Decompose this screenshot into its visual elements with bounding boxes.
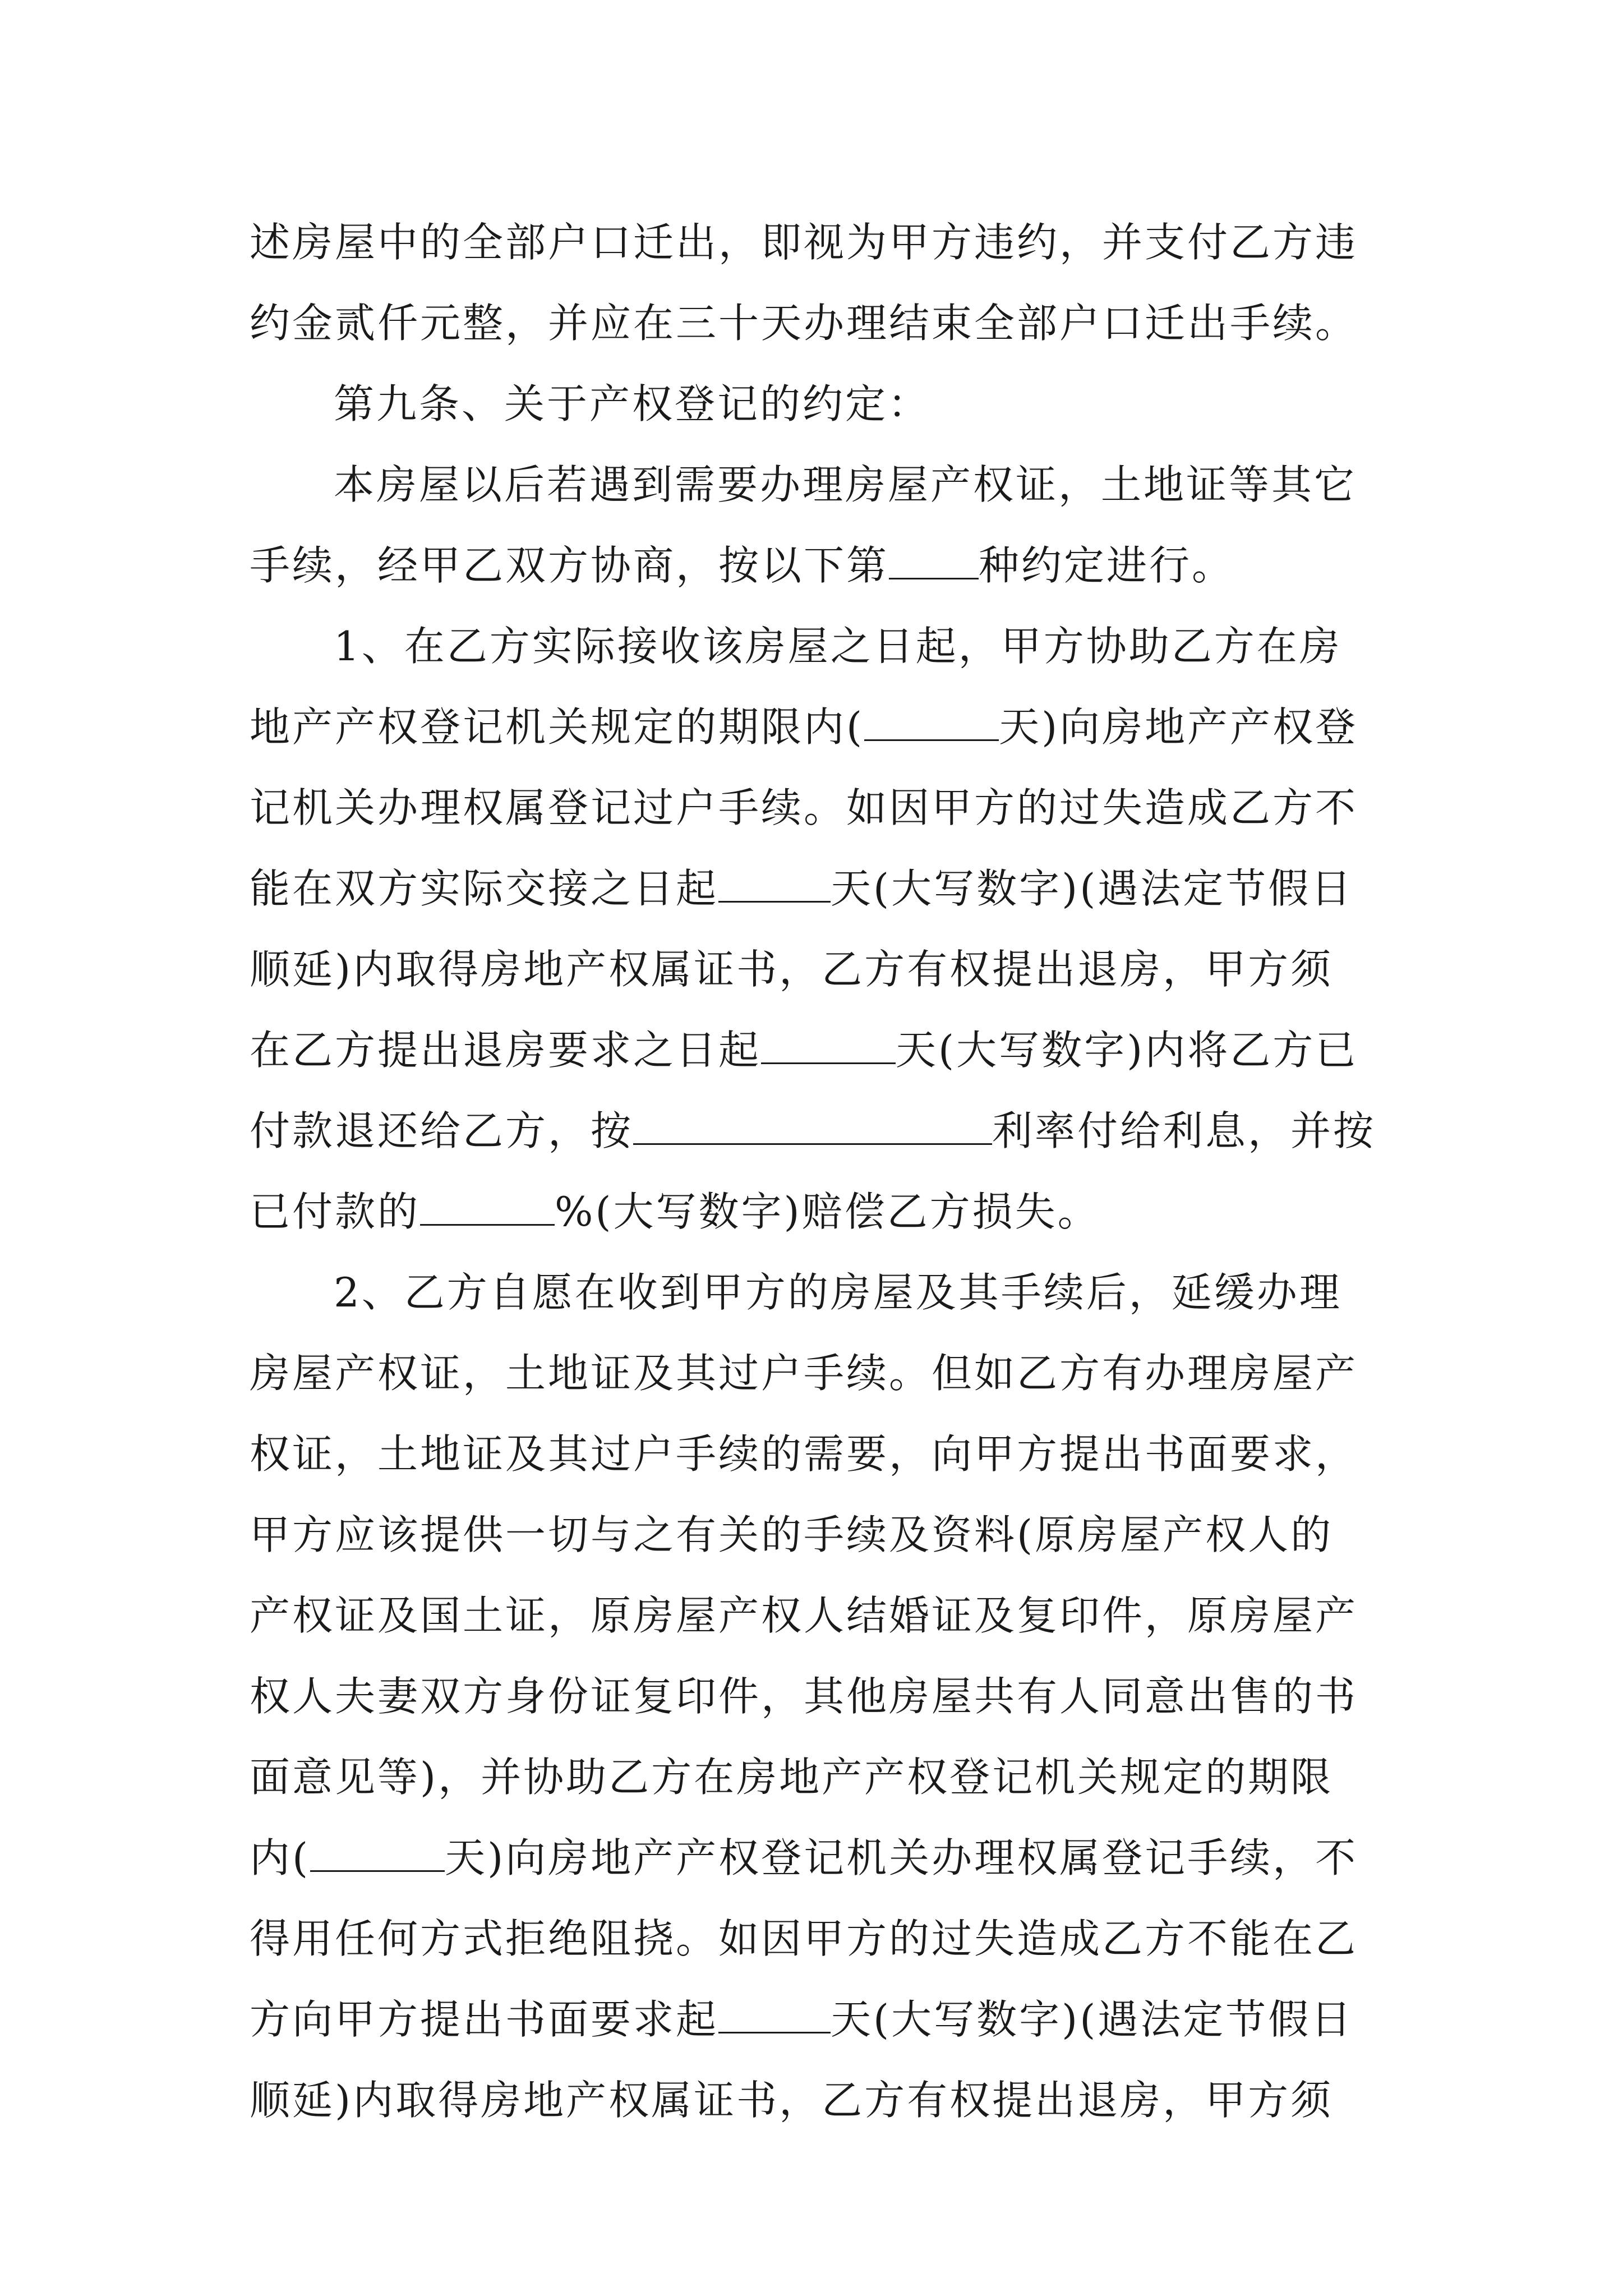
- text-segment: 已付款的: [250, 1188, 421, 1235]
- text-segment: 手续，经甲乙双方协商，按以下第: [250, 542, 889, 589]
- text-segment: 顺延)内取得房地产权属证书，乙方有权提出退房，甲方须: [250, 2077, 1334, 2124]
- text-line: [250, 1575, 1388, 1656]
- contract-body-text: [250, 202, 1388, 2141]
- text-segment: 述房屋中的全部户口迁出，即视为甲方违约，并支付乙方违: [250, 219, 1358, 266]
- text-line: [250, 687, 1388, 767]
- text-segment: 天)向房地产产权登: [999, 703, 1358, 751]
- text-line: [250, 767, 1388, 848]
- fill-in-blank: [633, 1108, 992, 1145]
- text-segment: 天)向房地产产权登记机关办理权属登记手续，不: [445, 1834, 1358, 1881]
- text-line: [250, 929, 1388, 1010]
- fill-in-blank: [310, 1835, 445, 1872]
- text-line: [250, 1414, 1388, 1494]
- text-line: [250, 1818, 1388, 1898]
- fill-in-blank: [761, 1028, 896, 1064]
- text-segment: 产权证及国土证，原房屋产权人结婚证及复印件，原房屋产: [250, 1592, 1358, 1639]
- text-line: [250, 2060, 1388, 2141]
- fill-in-blank: [889, 543, 979, 579]
- text-line: [250, 1171, 1388, 1252]
- text-segment: 本房屋以后若遇到需要办理房屋产权证，土地证等其它: [334, 461, 1357, 508]
- text-segment: 利率付给利息，并按: [992, 1107, 1376, 1154]
- text-segment: 能在双方实际交接之日起: [250, 865, 719, 912]
- text-line: [250, 202, 1388, 283]
- text-segment: 天(大写数字)(遇法定节假日: [831, 865, 1354, 912]
- text-line: [250, 1010, 1388, 1091]
- text-line: [250, 1494, 1388, 1575]
- text-segment: 天(大写数字)内将乙方已: [896, 1027, 1358, 1074]
- text-segment: 第九条、关于产权登记的约定：: [334, 380, 931, 427]
- text-segment: 房屋产权证，土地证及其过户手续。但如乙方有办理房屋产: [250, 1350, 1358, 1397]
- fill-in-blank: [420, 1189, 555, 1226]
- text-line: [250, 1737, 1388, 1818]
- text-segment: 2、乙方自愿在收到甲方的房屋及其手续后，延缓办理: [334, 1269, 1342, 1316]
- text-line: [250, 283, 1388, 364]
- text-segment: 面意见等)，并协助乙方在房地产产权登记机关规定的期限: [250, 1754, 1334, 1801]
- text-segment: 权人夫妻双方身份证复印件，其他房屋共有人同意出售的书: [250, 1673, 1358, 1720]
- text-segment: 种约定进行。: [979, 542, 1235, 589]
- fill-in-blank: [718, 1997, 831, 2033]
- text-segment: 权证，土地证及其过户手续的需要，向甲方提出书面要求，: [250, 1430, 1358, 1478]
- text-segment: 在乙方提出退房要求之日起: [250, 1027, 762, 1074]
- fill-in-blank: [864, 705, 999, 741]
- text-line: [250, 606, 1388, 687]
- text-line: [250, 444, 1388, 525]
- text-line: [250, 1091, 1388, 1171]
- text-segment: 约金贰仟元整，并应在三十天办理结束全部户口迁出手续。: [250, 300, 1358, 347]
- fill-in-blank: [718, 866, 831, 903]
- text-line: [250, 1252, 1388, 1333]
- text-segment: 地产产权登记机关规定的期限内(: [250, 703, 865, 751]
- text-line: [250, 1898, 1388, 1979]
- text-segment: 内(: [250, 1834, 311, 1881]
- text-segment: 得用任何方式拒绝阻挠。如因甲方的过失造成乙方不能在乙: [250, 1915, 1358, 1962]
- text-line: [250, 848, 1388, 929]
- text-segment: 付款退还给乙方，按: [250, 1107, 634, 1154]
- text-segment: 记机关办理权属登记过户手续。如因甲方的过失造成乙方不: [250, 784, 1358, 831]
- text-segment: %(大写数字)赔偿乙方损失。: [555, 1188, 1100, 1235]
- text-line: [250, 1333, 1388, 1414]
- text-segment: 顺延)内取得房地产权属证书，乙方有权提出退房，甲方须: [250, 946, 1334, 993]
- text-line: [250, 1979, 1388, 2060]
- text-segment: 天(大写数字)(遇法定节假日: [831, 1996, 1354, 2043]
- text-segment: 甲方应该提供一切与之有关的手续及资料(原房屋产权人的: [250, 1511, 1334, 1558]
- text-line: [250, 525, 1388, 606]
- text-segment: 方向甲方提出书面要求起: [250, 1996, 719, 2043]
- text-line: [250, 1656, 1388, 1737]
- text-segment: 1、在乙方实际接收该房屋之日起，甲方协助乙方在房: [334, 623, 1342, 670]
- text-line: [250, 364, 1388, 444]
